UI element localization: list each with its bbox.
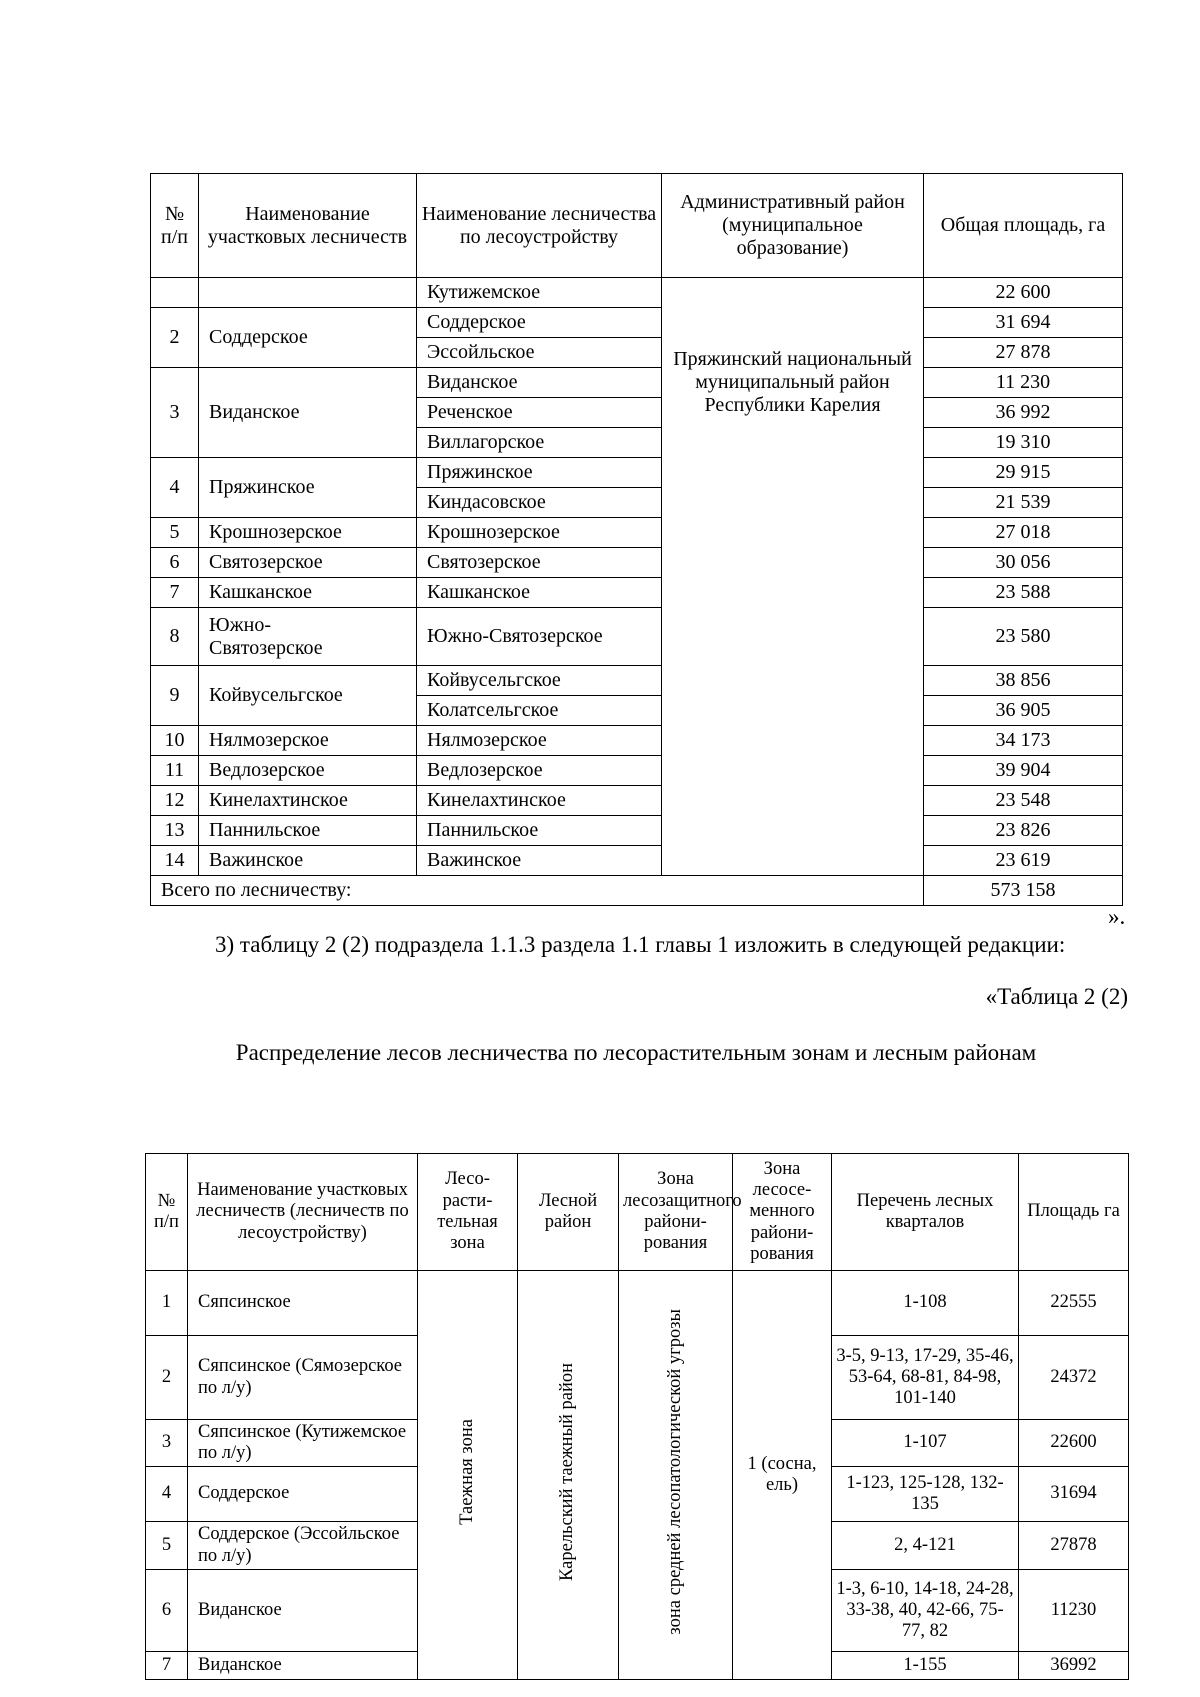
forestry-name: Кашканское [417, 578, 662, 608]
section-name-text: Южно-Святозерское [209, 613, 323, 659]
forest-district-text: Карельский таежный район [557, 1362, 578, 1581]
area-value: 36 905 [924, 696, 1123, 726]
forestry-name: Киндасовское [417, 488, 662, 518]
area-value: 21 539 [924, 488, 1123, 518]
row-number: 14 [151, 846, 199, 876]
forestry-name: Важинское [417, 846, 662, 876]
col-header-vegetation-zone: Лесо-расти-тельная зона [418, 1154, 518, 1271]
section-name: Койвусельгское [199, 666, 417, 726]
col-header-seed-zone: Зона лесосе-менного райони-рования [733, 1154, 832, 1271]
col-header-quarters: Перечень лесных кварталов [832, 1154, 1019, 1271]
col-header-section: Наименование участковых лесничеств [199, 174, 417, 278]
area-value: 34 173 [924, 726, 1123, 756]
section-name: Ведлозерское [199, 756, 417, 786]
col-header-name: Наименование участковых лесничеств (лесничеств по лесоустройству) [188, 1154, 418, 1271]
area-value: 24372 [1019, 1336, 1129, 1420]
section-name: Виданское [199, 368, 417, 458]
total-label: Всего по лесничеству: [151, 876, 924, 906]
section-name [199, 278, 417, 308]
forestry-name: Ведлозерское [417, 756, 662, 786]
section-name [199, 608, 417, 666]
quarters-list: 1-123, 125-128, 132-135 [832, 1467, 1019, 1522]
forestry-name: Койвусельгское [417, 666, 662, 696]
area-value: 27 878 [924, 338, 1123, 368]
section-name: Кашканское [199, 578, 417, 608]
table-row [151, 368, 1123, 398]
forest-zones-table [145, 1153, 1129, 1680]
forestry-name: Кутижемское [417, 278, 662, 308]
row-number: 8 [151, 608, 199, 666]
col-header-protection-zone: Зона лесозащитного райони-рования [619, 1154, 733, 1271]
col-header-number: № п/п [151, 174, 199, 278]
col-header-admin-district: Административный район (муниципальное образование) [662, 174, 924, 278]
area-value: 30 056 [924, 548, 1123, 578]
quarters-list: 3-5, 9-13, 17-29, 35-46, 53-64, 68-81, 84-98, 101-140 [832, 1336, 1019, 1420]
area-value: 22 600 [924, 278, 1123, 308]
row-number: 3 [146, 1420, 188, 1467]
row-number: 2 [151, 308, 199, 368]
section-name: Виданское [188, 1652, 418, 1680]
table-row [151, 666, 1123, 696]
section-name: Сяпсинское (Кутижемское по л/у) [188, 1420, 418, 1467]
section-name: Пряжинское [199, 458, 417, 518]
table-row [151, 308, 1123, 338]
forest-district-cell [518, 1271, 619, 1680]
area-value: 23 619 [924, 846, 1123, 876]
row-number: 9 [151, 666, 199, 726]
area-value: 31 694 [924, 308, 1123, 338]
area-value: 11 230 [924, 368, 1123, 398]
table-row [151, 458, 1123, 488]
area-value: 27 018 [924, 518, 1123, 548]
forestry-name: Эссойльское [417, 338, 662, 368]
area-value: 22600 [1019, 1420, 1129, 1467]
quarters-list: 1-155 [832, 1652, 1019, 1680]
table-row [151, 518, 1123, 548]
table-row [151, 548, 1123, 578]
area-value: 23 588 [924, 578, 1123, 608]
section-name: Соддерское (Эссойльское по л/у) [188, 1522, 418, 1570]
area-value: 11230 [1019, 1570, 1129, 1652]
protection-zone-text: зона средней лесопатологической угрозы [664, 1309, 685, 1635]
vegetation-zone-text: Таежная зона [456, 1418, 477, 1525]
quarters-list: 1-3, 6-10, 14-18, 24-28, 33-38, 40, 42-66, 75-77, 82 [832, 1570, 1019, 1652]
area-value: 29 915 [924, 458, 1123, 488]
table-row [151, 278, 1123, 308]
area-value: 23 580 [924, 608, 1123, 666]
forestry-name: Крошнозерское [417, 518, 662, 548]
section-name: Соддерское [188, 1467, 418, 1522]
table-row [151, 816, 1123, 846]
row-number [151, 278, 199, 308]
table-heading: Распределение лесов лесничества по лесорастительным зонам и лесным районам [235, 1040, 1037, 1065]
area-value: 36 992 [924, 398, 1123, 428]
table-row [146, 1271, 1129, 1336]
row-number: 2 [146, 1336, 188, 1420]
admin-district-cell: Пряжинский национальный муниципальный район Республики Карелия [662, 278, 924, 876]
seed-zone-cell: 1 (сосна, ель) [733, 1271, 832, 1680]
area-value: 39 904 [924, 756, 1123, 786]
row-number: 7 [146, 1652, 188, 1680]
row-number: 6 [146, 1570, 188, 1652]
forestry-name: Нялмозерское [417, 726, 662, 756]
area-value: 22555 [1019, 1271, 1129, 1336]
row-number: 4 [146, 1467, 188, 1522]
forestry-name: Соддерское [417, 308, 662, 338]
total-value: 573 158 [924, 876, 1123, 906]
table-row [151, 578, 1123, 608]
row-number: 7 [151, 578, 199, 608]
table-label: «Таблица 2 (2) [985, 984, 1128, 1009]
row-number: 13 [151, 816, 199, 846]
row-number: 3 [151, 368, 199, 458]
forestry-name: Кинелахтинское [417, 786, 662, 816]
quarters-list: 1-107 [832, 1420, 1019, 1467]
area-value: 23 826 [924, 816, 1123, 846]
forestry-name: Святозерское [417, 548, 662, 578]
section-name: Святозерское [199, 548, 417, 578]
col-header-forestry: Наименование лесничества по лесоустройству [417, 174, 662, 278]
section-name: Кинелахтинское [199, 786, 417, 816]
row-number: 5 [146, 1522, 188, 1570]
table-row [151, 846, 1123, 876]
section-name: Сяпсинское [188, 1271, 418, 1336]
forestry-name: Виллагорское [417, 428, 662, 458]
section-name: Паннильское [199, 816, 417, 846]
table-row [151, 786, 1123, 816]
area-value: 27878 [1019, 1522, 1129, 1570]
forestry-area-table [150, 173, 1123, 906]
forestry-name: Паннильское [417, 816, 662, 846]
table-row [151, 756, 1123, 786]
row-number: 12 [151, 786, 199, 816]
protection-zone-cell [619, 1271, 733, 1680]
row-number: 6 [151, 548, 199, 578]
section-name: Соддерское [199, 308, 417, 368]
section-name: Важинское [199, 846, 417, 876]
section-name: Крошнозерское [199, 518, 417, 548]
forestry-name: Колатсельгское [417, 696, 662, 726]
forestry-name: Пряжинское [417, 458, 662, 488]
row-number: 4 [151, 458, 199, 518]
area-value: 31694 [1019, 1467, 1129, 1522]
area-value: 23 548 [924, 786, 1123, 816]
amendment-paragraph: 3) таблицу 2 (2) подраздела 1.1.3 раздела 1.1 главы 1 изложить в следующей редакции: [215, 932, 1066, 957]
section-name: Виданское [188, 1570, 418, 1652]
total-row [151, 876, 1123, 906]
closing-quote: ». [1108, 904, 1126, 929]
section-name: Нялмозерское [199, 726, 417, 756]
col-header-forest-district: Лесной район [518, 1154, 619, 1271]
table-row [151, 726, 1123, 756]
row-number: 1 [146, 1271, 188, 1336]
vegetation-zone-cell [418, 1271, 518, 1680]
forestry-name: Южно-Святозерское [417, 608, 662, 666]
row-number: 11 [151, 756, 199, 786]
col-header-number: № п/п [146, 1154, 188, 1271]
quarters-list: 2, 4-121 [832, 1522, 1019, 1570]
col-header-area: Площадь га [1019, 1154, 1129, 1271]
area-value: 19 310 [924, 428, 1123, 458]
table-row [151, 608, 1123, 666]
section-name: Сяпсинское (Сямозерское по л/у) [188, 1336, 418, 1420]
forestry-name: Реченское [417, 398, 662, 428]
col-header-total-area: Общая площадь, га [924, 174, 1123, 278]
quarters-list: 1-108 [832, 1271, 1019, 1336]
forestry-name: Виданское [417, 368, 662, 398]
area-value: 38 856 [924, 666, 1123, 696]
row-number: 5 [151, 518, 199, 548]
row-number: 10 [151, 726, 199, 756]
area-value: 36992 [1019, 1652, 1129, 1680]
